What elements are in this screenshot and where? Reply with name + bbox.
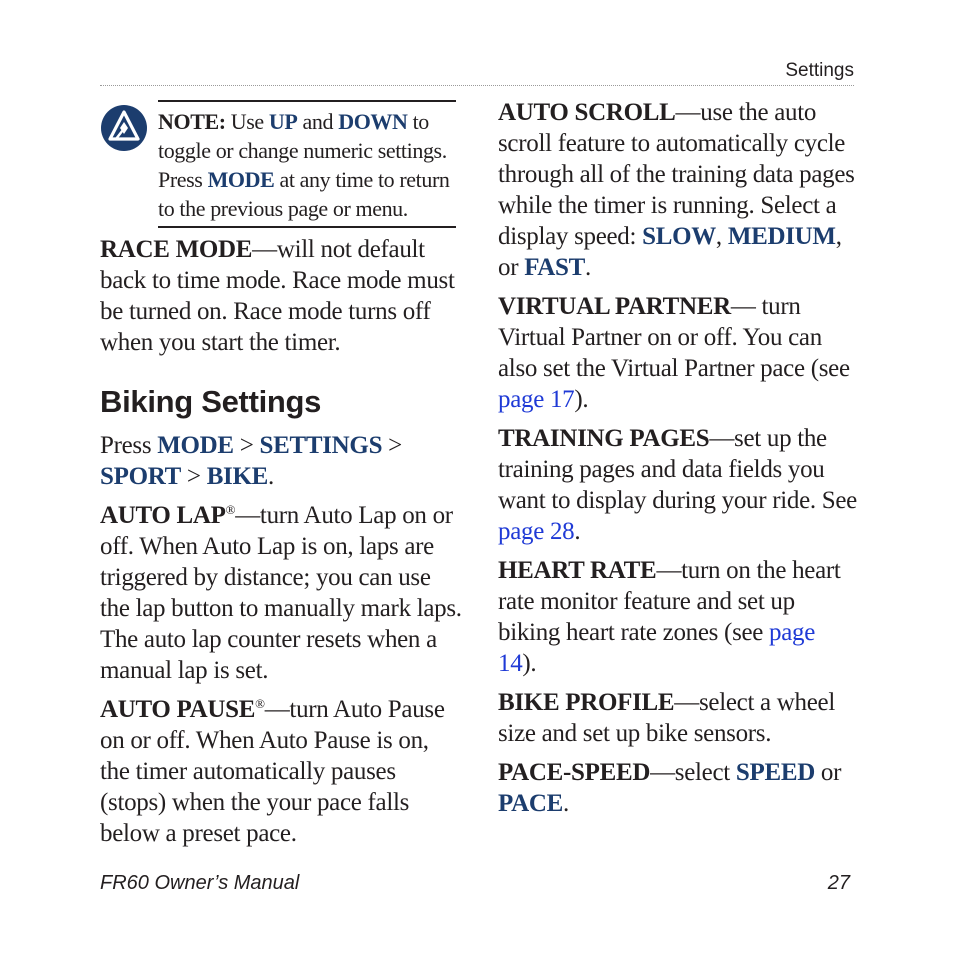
medium-option: MEDIUM [727,223,836,250]
path-mode: MODE [157,432,234,459]
down-key: DOWN [338,109,408,134]
page-28-link[interactable]: page 28 [498,518,575,545]
heart-rate-term: HEART RATE [498,557,657,584]
race-mode-paragraph: RACE MODE—will not default back to time mode. Race mode must be turned on. Race mode turns off when you start the timer. [100,236,455,356]
bike-profile-term: BIKE PROFILE [498,689,675,716]
path-bike: BIKE [206,463,269,490]
pace-option: PACE [498,790,563,817]
up-key: UP [268,109,298,134]
auto-scroll-paragraph: AUTO SCROLL—use the auto scroll feature to automatically cycle through all of the training data pages while the timer is running. Select a display speed: SLOW, MEDIUM, or FAST. [498,99,855,281]
auto-lap-paragraph: AUTO LAP®—turn Auto Lap on or off. When Auto Lap is on, laps are triggered by distance; you can use the lap button to manually mark laps. The auto lap counter resets when a manual lap is set. [100,502,462,684]
auto-pause-paragraph: AUTO PAUSE®—turn Auto Pause on or off. When Auto Pause is on, the timer automatically pauses (stops) when the your pace falls below a preset pace. [100,696,445,847]
header-dotted-rule [100,85,854,86]
page-14-link[interactable]: page 14 [498,619,816,677]
pace-speed-term: PACE-SPEED [498,759,651,786]
training-pages-paragraph: TRAINING PAGES—set up the training pages and data fields you want to display during your ride. See page 28. [498,425,857,545]
garmin-triangle-note-icon [100,104,148,152]
footer-manual-title: FR60 Owner’s Manual [100,872,300,894]
note-callout [100,100,462,224]
right-column [498,97,858,827]
note-text: NOTE: Use UP and DOWN to toggle or change numeric settings. Press MODE at any time to return to the previous page or menu. [158,109,450,221]
section-heading: Biking Settings [100,384,322,419]
bike-profile-paragraph: BIKE PROFILE—select a wheel size and set up bike sensors. [498,689,835,747]
heart-rate-paragraph: HEART RATE—turn on the heart rate monitor feature and set up biking heart rate zones (see page 14). [498,557,841,677]
training-pages-term: TRAINING PAGES [498,425,710,452]
note-box [158,100,456,228]
note-lead: NOTE: [158,109,226,134]
pace-speed-paragraph: PACE-SPEED—select SPEED or PACE. [498,759,842,817]
path-sport: SPORT [100,463,181,490]
page-17-link[interactable]: page 17 [498,386,575,413]
mode-key: MODE [207,167,275,192]
running-header: Settings [785,60,854,81]
virtual-partner-paragraph: VIRTUAL PARTNER— turn Virtual Partner on or off. You can also set the Virtual Partner pace (see page 17). [498,293,850,413]
speed-option: SPEED [735,759,815,786]
auto-lap-term: AUTO LAP [100,502,226,529]
race-mode-term: RACE MODE [100,236,253,263]
page-number: 27 [827,872,850,894]
left-column [100,97,462,857]
auto-scroll-term: AUTO SCROLL [498,99,676,126]
menu-path: Press MODE > SETTINGS > SPORT > BIKE. [100,432,402,490]
path-settings: SETTINGS [259,432,383,459]
auto-pause-term: AUTO PAUSE [100,696,256,723]
slow-option: SLOW [642,223,716,250]
fast-option: FAST [524,254,586,281]
virtual-partner-term: VIRTUAL PARTNER [498,293,731,320]
